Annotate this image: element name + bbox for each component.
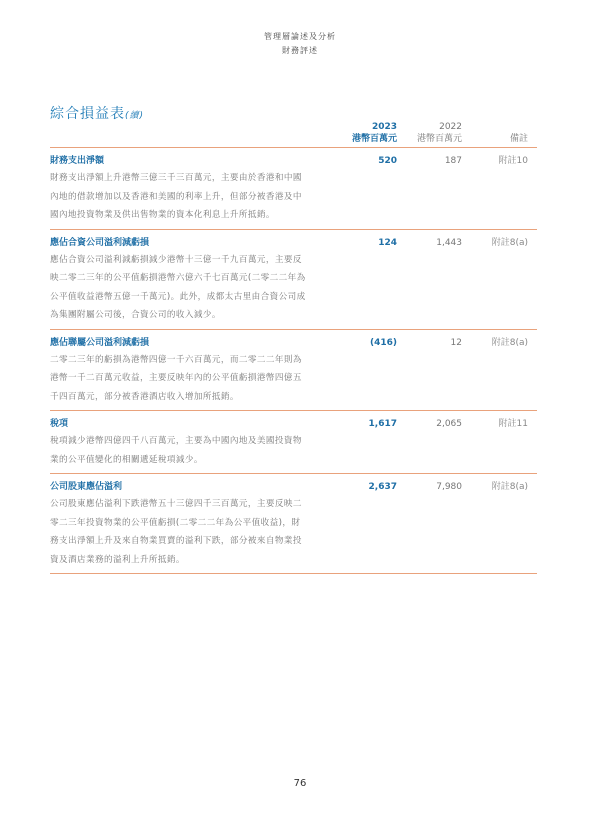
row-title: 應佔聯屬公司溢利減虧損 bbox=[50, 337, 150, 348]
section-title-suffix: (續) bbox=[125, 111, 145, 121]
row-description-line: 應佔合資公司溢利減虧損減少港幣十三億一千九百萬元，主要反 bbox=[50, 254, 302, 265]
section-title-text: 綜合損益表 bbox=[50, 106, 125, 122]
running-header-subsection: 財務評述 bbox=[282, 46, 318, 55]
row-description-line: 財務支出淨額上升港幣三億三千三百萬元，主要由於香港和中國 bbox=[50, 173, 302, 183]
row-description-line: 映二零二三年的公平值虧損港幣六億六千七百萬元(二零二二年為 bbox=[50, 273, 306, 283]
row-description-line: 務支出淨額上升及來自物業買賣的溢利下跌，部分被來自物業投 bbox=[50, 536, 302, 546]
value-2022: 1,443 bbox=[436, 237, 462, 248]
table-row bbox=[50, 411, 537, 474]
value-2022: 187 bbox=[444, 156, 462, 166]
row-description-line: 公司股東應佔溢利下跌港幣五十三億四千三百萬元，主要反映二 bbox=[50, 499, 302, 509]
value-2023: 520 bbox=[378, 156, 397, 166]
value-2023: 2,637 bbox=[368, 482, 397, 492]
column-2022-year: 2022 bbox=[439, 122, 462, 132]
running-header-section: 管理層論述及分析 bbox=[264, 32, 336, 41]
row-title: 公司股東應佔溢利 bbox=[50, 482, 123, 492]
column-headers bbox=[50, 121, 537, 148]
row-title: 稅項 bbox=[50, 419, 69, 429]
table-row bbox=[50, 474, 537, 574]
note-reference: 附註8(a) bbox=[491, 237, 528, 248]
value-2022: 12 bbox=[450, 337, 462, 348]
row-description-line: 二零二三年的虧損為港幣四億一千六百萬元，而二零二二年則為 bbox=[50, 354, 302, 365]
row-description-line: 業的公平值變化的相關遞延稅項減少。 bbox=[50, 454, 203, 465]
value-2023: 124 bbox=[378, 237, 397, 248]
row-description-line: 港幣一千二百萬元收益，主要反映年內的公平值虧損港幣四億五 bbox=[50, 373, 302, 383]
section-title bbox=[50, 103, 144, 123]
row-description-line: 稅項減少港幣四億四千八百萬元，主要為中國內地及美國投資物 bbox=[50, 436, 302, 446]
income-statement-table bbox=[50, 148, 537, 574]
row-description-line: 內地的借款增加以及香港和美國的利率上升，但部分被香港及中 bbox=[50, 191, 302, 202]
row-description-line: 為集團附屬公司後，合資公司的收入減少。 bbox=[50, 310, 221, 320]
column-2022-unit: 港幣百萬元 bbox=[416, 134, 462, 144]
column-note: 備註 bbox=[509, 134, 528, 144]
row-description-line: 公平值收益港幣五億一千萬元)。此外，成都太古里由合資公司成 bbox=[50, 291, 306, 302]
column-2022 bbox=[417, 121, 462, 145]
note-reference: 附註8(a) bbox=[491, 482, 528, 492]
row-title: 財務支出淨額 bbox=[50, 156, 105, 166]
value-2023: (416) bbox=[369, 337, 397, 348]
value-2023: 1,617 bbox=[368, 419, 397, 429]
column-2023 bbox=[352, 121, 397, 145]
row-description-line: 國內地投資物業及供出售物業的資本化利息上升所抵銷。 bbox=[50, 210, 275, 220]
column-2023-year: 2023 bbox=[371, 122, 397, 132]
table-row bbox=[50, 148, 537, 230]
value-2022: 7,980 bbox=[436, 482, 462, 492]
value-2022: 2,065 bbox=[436, 419, 462, 429]
row-description-line: 資及酒店業務的溢利上升所抵銷。 bbox=[50, 554, 185, 565]
table-row bbox=[50, 330, 537, 412]
note-reference: 附註8(a) bbox=[491, 337, 528, 348]
note-reference: 附註11 bbox=[498, 419, 528, 429]
page-number: 76 bbox=[293, 778, 307, 789]
row-title: 應佔合資公司溢利減虧損 bbox=[50, 237, 150, 248]
row-description-line: 千四百萬元，部分被香港酒店收入增加所抵銷。 bbox=[50, 391, 239, 402]
row-description-line: 零二三年投資物業的公平值虧損(二零二二年為公平值收益)，財 bbox=[50, 517, 301, 528]
table-row bbox=[50, 230, 537, 330]
column-2023-unit: 港幣百萬元 bbox=[351, 134, 397, 144]
note-reference: 附註10 bbox=[498, 156, 528, 166]
